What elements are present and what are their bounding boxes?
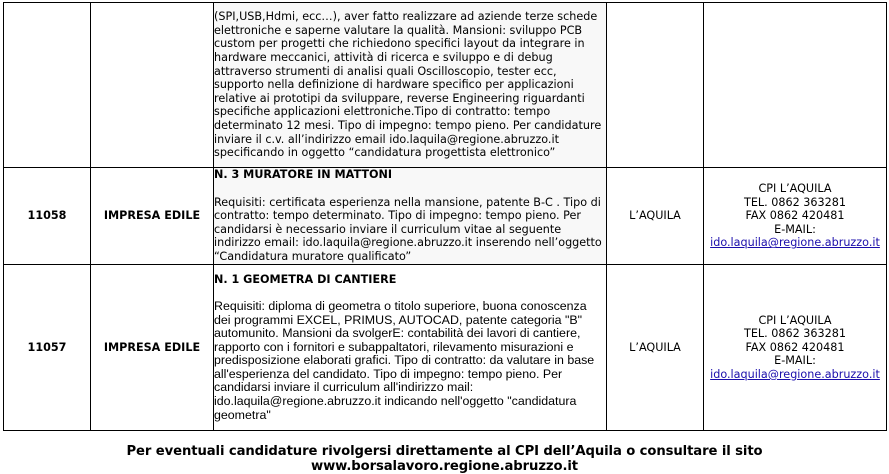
spacer	[214, 286, 606, 300]
job-description: Requisiti: certificata esperienza nella mansione, patente B-C . Tipo di contratto: tempo determinato. Tipo di impegno: tempo pieno. Per candidarsi è necessario inviare il curriculum vitae al seguente indirizzo email: ido.laquila@regione.abruzzo.it inserendo nell’oggetto “Candidatura muratore qualificato”	[214, 195, 602, 263]
contact-tel: TEL. 0862 363281	[744, 327, 846, 341]
job-description-cell	[214, 3, 607, 168]
contact-email-label: E-MAIL:	[774, 354, 816, 368]
contact-email-link[interactable]: ido.laquila@regione.abruzzo.it	[710, 236, 880, 250]
contact-fax: FAX 0862 420481	[745, 340, 845, 354]
contact-cell	[704, 168, 887, 265]
footer-note: Per eventuali candidature rivolgersi direttamente al CPI dell’Aquila o consultare il sito www.borsalavoro.regione.abruzzo.it	[126, 444, 763, 474]
contact-office: CPI L’AQUILA	[758, 313, 832, 327]
company-name	[91, 3, 214, 168]
job-title: N. 1 GEOMETRA DI CANTIERE	[214, 272, 397, 286]
job-title: N. 3 MURATORE IN MATTONI	[214, 168, 392, 182]
job-description: (SPI,USB,Hdmi, ecc…), aver fatto realizzare ad aziende terze schede elettroniche e saperne valutare la qualità. Mansioni: sviluppo PCB custom per progetti che richiedono specifici layout da integrare in hardware meccanici, attività di ricerca e sviluppo e di debug attraverso strumenti di analisi quali Oscilloscopio, tester ecc, supporto nella definizione di hardware specifico per applicazioni relative ai prototipi da sviluppare, reverse Engineering riguardanti specifiche applicazioni elettroniche.Tipo di contratto: tempo determinato 12 mesi. Tipo di impegno: tempo pieno. Per candidature inviare il c.v. all’indirizzo email ido.laquila@regione.abruzzo.it specificando in oggetto “candidatura progettista elettronico”	[214, 10, 602, 160]
job-number	[4, 3, 91, 168]
contact-email-link[interactable]: ido.laquila@regione.abruzzo.it	[710, 367, 880, 381]
spacer	[214, 182, 606, 196]
company-name: IMPRESA EDILE	[91, 168, 214, 265]
job-number: 11057	[4, 265, 91, 431]
job-location	[607, 3, 704, 168]
company-name: IMPRESA EDILE	[91, 265, 214, 431]
contact-email-label: E-MAIL:	[774, 222, 816, 236]
contact-office: CPI L’AQUILA	[758, 182, 832, 196]
contact-fax: FAX 0862 420481	[745, 209, 845, 223]
job-description-cell	[214, 265, 607, 431]
table-row	[4, 265, 887, 431]
job-location: L’AQUILA	[607, 265, 704, 431]
contact-tel: TEL. 0862 363281	[744, 195, 846, 209]
job-number: 11058	[4, 168, 91, 265]
job-listings-table	[3, 2, 887, 431]
contact-cell	[704, 3, 887, 168]
table-row	[4, 168, 887, 265]
job-location: L’AQUILA	[607, 168, 704, 265]
contact-cell	[704, 265, 887, 431]
table-row	[4, 3, 887, 168]
job-description: Requisiti: diploma di geometra o titolo superiore, buona conoscenza dei programmi EXCEL, PRIMUS, AUTOCAD, patente categoria "B" automunito. Mansioni da svolgerE: contabilità dei lavori di cantiere, rapporto con i fornitori e subappaltatori, rilevamento misurazioni e predisposizione elaborati grafici. Tipo di contratto: da valutare in base all'esperienza del candidato. Tipo di impegno: tempo pieno. Per candidarsi inviare il curriculum all'indirizzo mail: ido.laquila@regione.abruzzo.it indicando nell'oggetto "candidatura geometra"	[214, 298, 595, 422]
job-description-cell	[214, 168, 607, 265]
